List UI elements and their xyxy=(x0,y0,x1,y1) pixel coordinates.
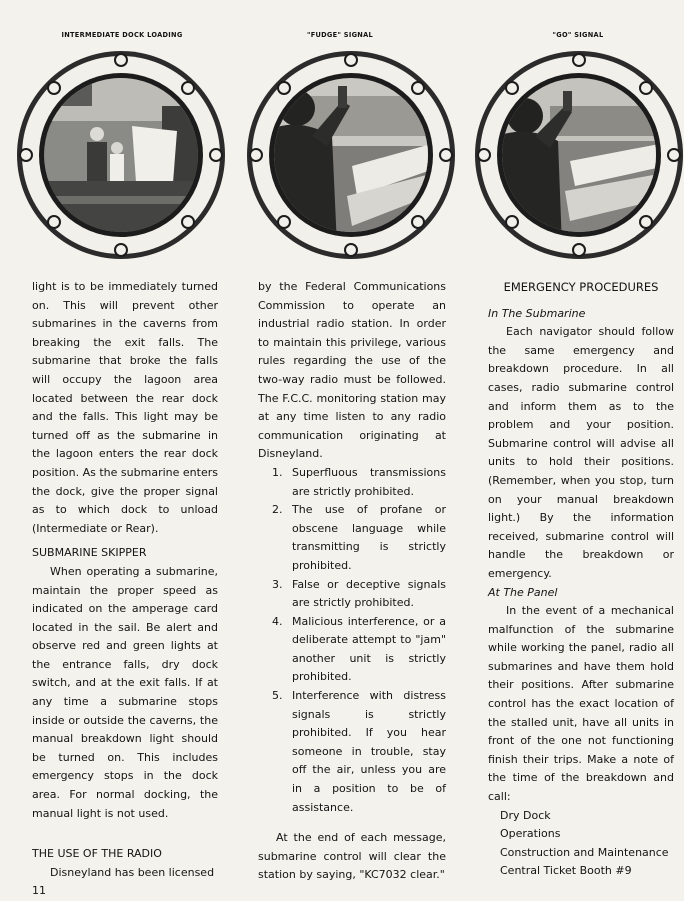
paragraph-end-of-message: At the end of each message, submarine control will clear the station by saying, "KC7032 clear." xyxy=(258,831,446,882)
photo-caption-2: "FUDGE" SIGNAL xyxy=(306,31,374,39)
call-list-item: Operations xyxy=(500,827,561,841)
text-column-2 xyxy=(258,278,446,885)
paragraph-submarine-skipper: When operating a submarine, maintain the proper speed as indicated on the amperage card located in the sail. Be alert and observe red and green lights at the entrance falls, dry dock switch, and at the exit falls. If at any time a submarine stops inside or outside the caverns, the manual breakdown light should be turned on. This includes emergency stops in the dock area. For normal docking, the manual light is not used. xyxy=(32,564,218,820)
photo-caption-1: INTERMEDIATE DOCK LOADING xyxy=(61,31,183,39)
heading-use-of-radio: THE USE OF THE RADIO xyxy=(32,847,162,861)
call-list-item: Construction and Maintenance xyxy=(500,845,669,859)
paragraph-fcc-license: by the Federal Communications Commission to operate an industrial radio station. In order to maintain this privilege, various rules regarding the use of the two-way radio must be followed. The F.C.C. monitoring station may at any time listen to any radio communication originating at Disneyland. xyxy=(258,280,446,461)
radio-rule-text: The use of profane or obscene language while transmitting is strictly prohibited. xyxy=(292,503,446,572)
radio-rule-item xyxy=(258,464,446,501)
photo-caption-3: "GO" SIGNAL xyxy=(552,31,604,39)
radio-rule-item xyxy=(258,576,446,613)
radio-rule-number: 3. xyxy=(272,577,283,591)
radio-rule-item xyxy=(258,501,446,575)
radio-rule-number: 1. xyxy=(272,465,283,479)
text-column-3 xyxy=(488,278,674,881)
paragraph-light-turned-on: light is to be immediately turned on. This will prevent other submarines in the caverns from breaking the exit falls. The submarine that broke the falls will occupy the lagoon area located between the rear dock and the falls. This light may be turned off as the submarine in the lagoon enters the rear dock position. As the submarine enters the dock, give the proper signal as to which dock to unload (Intermediate or Rear). xyxy=(32,280,218,535)
porthole-photo-fudge-signal xyxy=(242,46,460,264)
subheading-in-the-submarine: In The Submarine xyxy=(488,306,586,320)
radio-rules-list xyxy=(258,464,446,817)
call-list-item: Dry Dock xyxy=(500,808,551,822)
porthole-photo-dock-loading xyxy=(12,46,230,264)
heading-submarine-skipper: SUBMARINE SKIPPER xyxy=(32,546,147,560)
radio-rule-item xyxy=(258,687,446,817)
radio-rule-number: 4. xyxy=(272,614,283,628)
radio-rule-number: 5. xyxy=(272,689,283,703)
radio-rule-text: False or deceptive signals are strictly prohibited. xyxy=(292,577,446,610)
radio-rule-item xyxy=(258,613,446,687)
heading-emergency-procedures: EMERGENCY PROCEDURES xyxy=(503,280,659,294)
radio-rule-number: 2. xyxy=(272,503,283,517)
paragraph-at-the-panel: In the event of a mechanical malfunction of the submarine while working the panel, radio all submarines and have them hold their positions. After submarine control has the exact location of the stalled unit, have all units in front of the one not functioning finish their trips. Make a note of the time of the breakdown and call: xyxy=(488,604,674,804)
page-number: 11 xyxy=(32,884,46,898)
radio-rule-text: Malicious interference, or a deliberate attempt to "jam" another unit is strictly prohibited. xyxy=(292,614,446,684)
radio-rule-text: Interference with distress signals is strictly prohibited. If you hear someone in trouble, stay off the air, unless you are in a position to be of assistance. xyxy=(292,689,446,814)
porthole-photo-go-signal xyxy=(470,46,684,264)
subheading-at-the-panel: At The Panel xyxy=(488,585,558,599)
radio-rule-text: Superfluous transmissions are strictly prohibited. xyxy=(292,465,446,498)
paragraph-in-the-submarine: Each navigator should follow the same emergency and breakdown procedure. In all cases, radio submarine control and inform them as to the problem and your position. Submarine control will advise all units to hold their positions. (Remember, when you stop, turn on your manual breakdown light.) By the information received, submarine control will handle the breakdown or emergency. xyxy=(488,325,674,580)
text-column-1 xyxy=(32,278,218,901)
paragraph-radio-licensed: Disneyland has been licensed xyxy=(50,865,215,879)
call-list-item: Central Ticket Booth #9 xyxy=(500,864,632,878)
